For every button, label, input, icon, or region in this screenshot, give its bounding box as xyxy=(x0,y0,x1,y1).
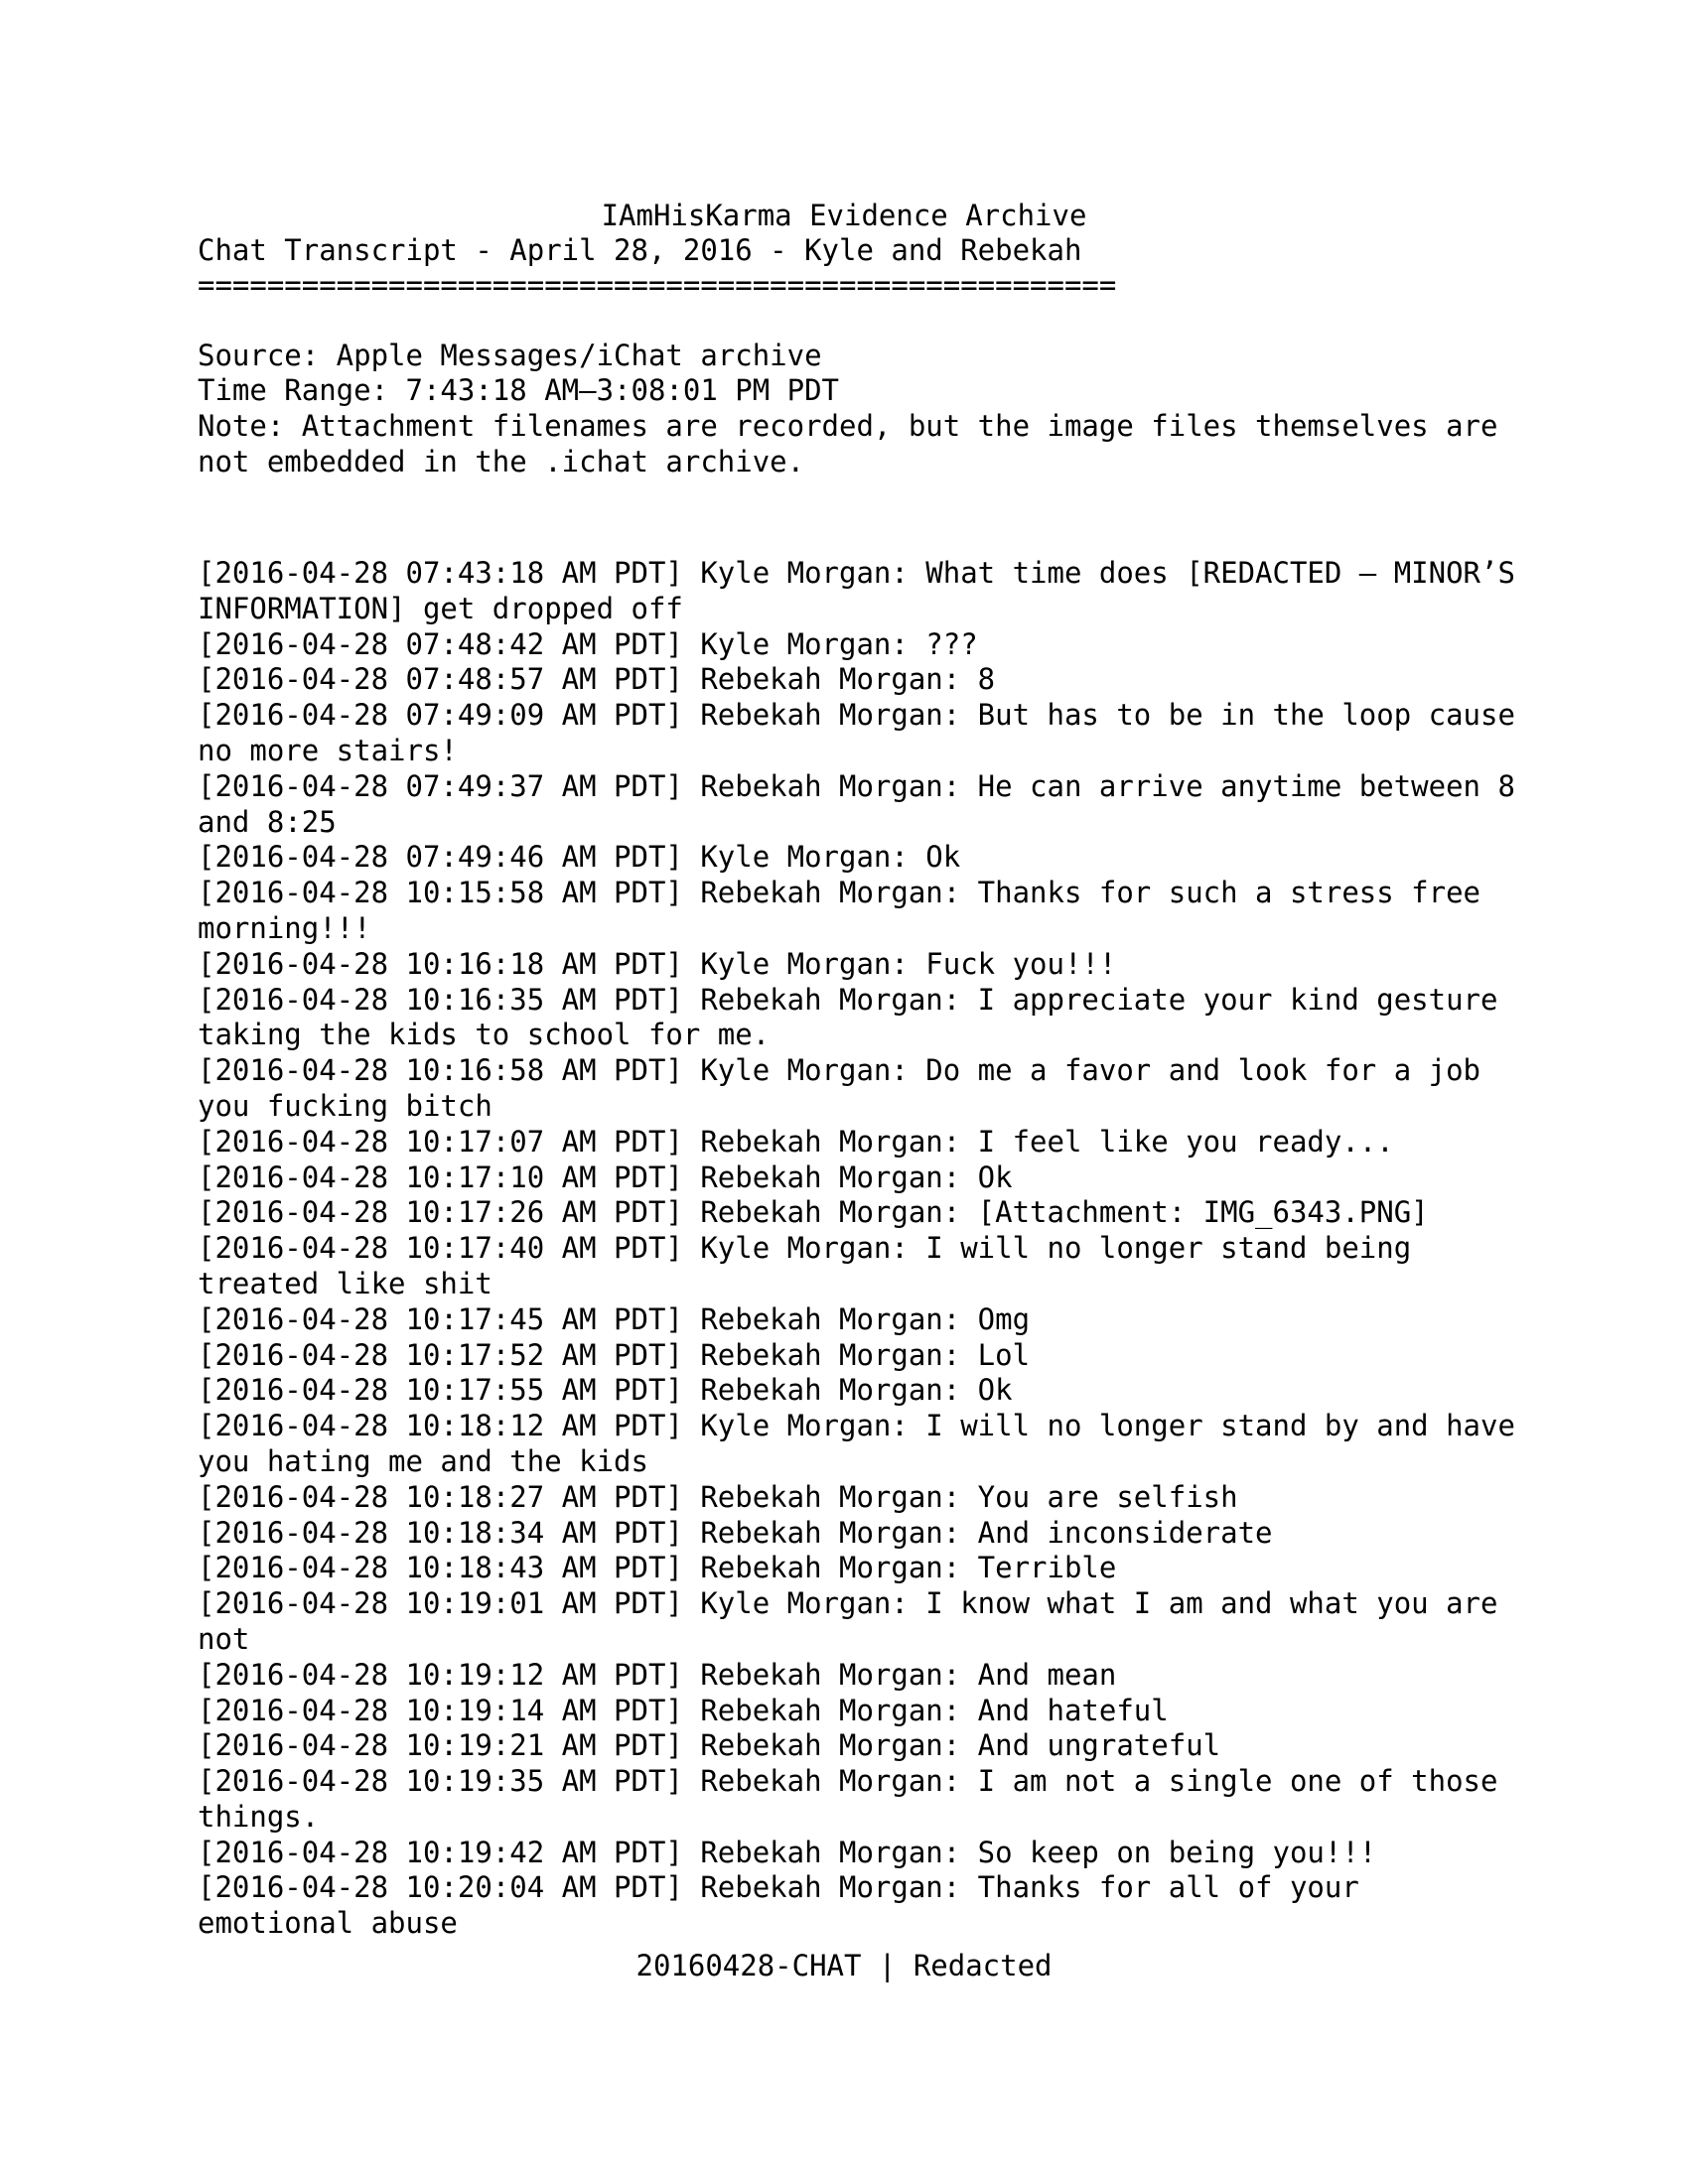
chat-message: [2016-04-28 07:49:46 AM PDT] Kyle Morgan: Ok xyxy=(198,840,961,875)
note-line-1: Note: Attachment filenames are recorded, but the image files themselves are xyxy=(198,409,1498,443)
chat-message: [2016-04-28 07:49:09 AM PDT] Rebekah Morgan: But has to be in the loop cause no more stairs! xyxy=(198,698,1533,767)
document-subtitle: Chat Transcript - April 28, 2016 - Kyle and Rebekah xyxy=(198,233,1082,267)
chat-message: [2016-04-28 10:19:12 AM PDT] Rebekah Morgan: And mean xyxy=(198,1657,1117,1692)
note-line-2: not embedded in the .ichat archive. xyxy=(198,445,805,478)
chat-message: [2016-04-28 10:17:45 AM PDT] Rebekah Morgan: Omg xyxy=(198,1301,1031,1336)
chat-message: [2016-04-28 07:48:42 AM PDT] Kyle Morgan: ??? xyxy=(198,626,978,661)
chat-message: [2016-04-28 10:19:01 AM PDT] Kyle Morgan: I know what I am and what you are not xyxy=(198,1586,1515,1656)
header-rule: ===================================================== xyxy=(198,268,1117,302)
page-footer: 20160428-CHAT | Redacted xyxy=(635,1949,1053,1982)
chat-message: [2016-04-28 10:15:58 AM PDT] Rebekah Morgan: Thanks for such a stress free morning!!! xyxy=(198,876,1498,945)
chat-message: [2016-04-28 10:18:27 AM PDT] Rebekah Morgan: You are selfish xyxy=(198,1479,1238,1514)
chat-message: [2016-04-28 10:16:18 AM PDT] Kyle Morgan: Fuck you!!! xyxy=(198,946,1117,981)
chat-message: [2016-04-28 10:17:10 AM PDT] Rebekah Morgan: Ok xyxy=(198,1160,1013,1194)
time-range-line: Time Range: 7:43:18 AM–3:08:01 PM PDT xyxy=(198,373,840,407)
chat-message: [2016-04-28 07:43:18 AM PDT] Kyle Morgan: What time does [REDACTED – MINOR’S INFORMATION] get dropped off xyxy=(198,556,1533,625)
document-title: IAmHisKarma Evidence Archive xyxy=(601,199,1087,232)
chat-message: [2016-04-28 10:17:07 AM PDT] Rebekah Morgan: I feel like you ready... xyxy=(198,1124,1394,1159)
chat-message: [2016-04-28 10:16:35 AM PDT] Rebekah Morgan: I appreciate your kind gesture taking the kids to school for me. xyxy=(198,982,1515,1052)
chat-message: [2016-04-28 10:17:26 AM PDT] Rebekah Morgan: [Attachment: IMG_6343.PNG] xyxy=(198,1195,1429,1230)
chat-message: [2016-04-28 10:17:52 AM PDT] Rebekah Morgan: Lol xyxy=(198,1337,1031,1372)
chat-message: [2016-04-28 10:19:35 AM PDT] Rebekah Morgan: I am not a single one of those things. xyxy=(198,1764,1515,1834)
transcript-body xyxy=(198,556,1533,1942)
chat-message: [2016-04-28 10:17:40 AM PDT] Kyle Morgan: I will no longer stand being treated like shit xyxy=(198,1231,1429,1300)
chat-message: [2016-04-28 07:48:57 AM PDT] Rebekah Morgan: 8 xyxy=(198,662,996,697)
chat-message: [2016-04-28 07:49:37 AM PDT] Rebekah Morgan: He can arrive anytime between 8 and 8:25 xyxy=(198,768,1533,839)
source-line: Source: Apple Messages/iChat archive xyxy=(198,339,822,372)
chat-message: [2016-04-28 10:18:12 AM PDT] Kyle Morgan: I will no longer stand by and have you hating me and the kids xyxy=(198,1409,1533,1478)
chat-message: [2016-04-28 10:19:42 AM PDT] Rebekah Morgan: So keep on being you!!! xyxy=(198,1835,1377,1869)
chat-message: [2016-04-28 10:18:43 AM PDT] Rebekah Morgan: Terrible xyxy=(198,1551,1117,1585)
chat-message: [2016-04-28 10:19:14 AM PDT] Rebekah Morgan: And hateful xyxy=(198,1693,1169,1727)
chat-message: [2016-04-28 10:16:58 AM PDT] Kyle Morgan: Do me a favor and look for a job you fucking bitch xyxy=(198,1053,1498,1123)
chat-message: [2016-04-28 10:19:21 AM PDT] Rebekah Morgan: And ungrateful xyxy=(198,1728,1221,1763)
chat-message: [2016-04-28 10:17:55 AM PDT] Rebekah Morgan: Ok xyxy=(198,1373,1013,1408)
chat-message: [2016-04-28 10:18:34 AM PDT] Rebekah Morgan: And inconsiderate xyxy=(198,1515,1273,1550)
chat-message: [2016-04-28 10:20:04 AM PDT] Rebekah Morgan: Thanks for all of your emotional abuse xyxy=(198,1870,1377,1941)
